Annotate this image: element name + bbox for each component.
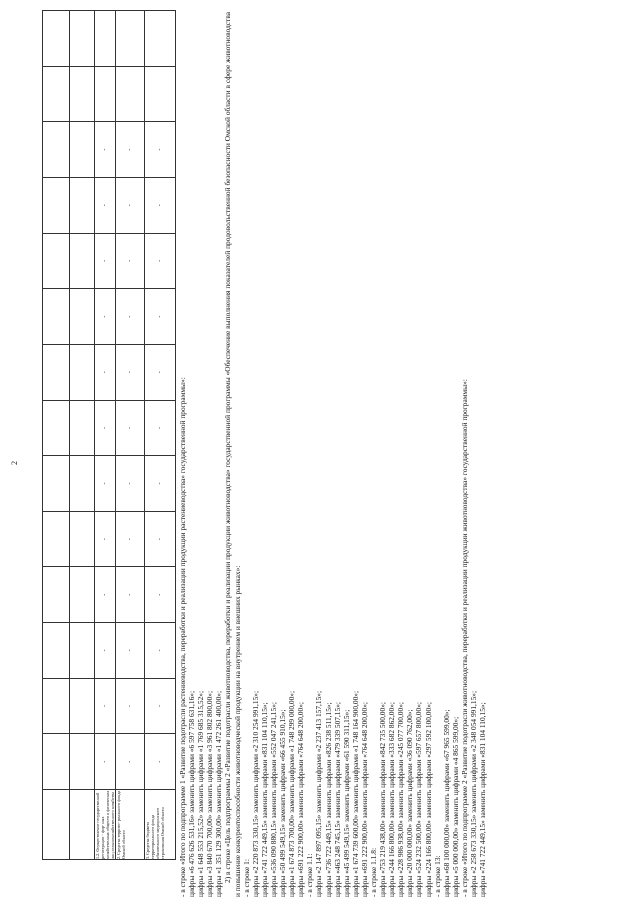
text-line: цифры «536 090 880,15» заменить цифрами «552 047 241,15»; bbox=[268, 702, 278, 897]
table-cell: - bbox=[145, 623, 176, 679]
table-cell bbox=[95, 66, 116, 122]
table-cell: - bbox=[145, 233, 176, 289]
text-line: цифры «6 476 626 531,16» заменить цифрами «6 597 758 631,16»; bbox=[187, 690, 197, 897]
table-cell: - bbox=[95, 511, 116, 567]
text-line: цифры «741 722 449,15» заменить цифрами «831 104 110,15»; bbox=[259, 702, 269, 897]
table-cell: - bbox=[95, 400, 116, 456]
table-cell: - bbox=[116, 122, 145, 178]
table-row bbox=[145, 11, 176, 860]
text-line: цифры «691 222 900,00» заменить цифрами «764 648 200,00»; bbox=[296, 702, 306, 897]
row-label: 2. Средства террито- риального фонда Омской области bbox=[116, 790, 145, 860]
table-cell: - bbox=[95, 678, 116, 734]
text-line: цифры «50 499 549,15» заменить цифрами «66 455 910,15»; bbox=[278, 709, 288, 897]
table-cell bbox=[43, 567, 70, 623]
text-line: цифры «45 499 549,15» заменить цифрами «61 590 311,15»; bbox=[341, 709, 351, 897]
table-cell: - bbox=[116, 233, 145, 289]
table-cell: - bbox=[116, 567, 145, 623]
table-cell bbox=[145, 66, 176, 122]
text-line: цифры «524 232 500,00» заменить цифрами «597 657 800,00»; bbox=[414, 702, 424, 897]
text-line: 2) в строке «Цель подпрограммы 2 «Развитие подотрасли животноводства, переработки и реализации продукции животноводства» государственной программы «Обеспечение выполнения показателей продовольственной безопасности Омской области в сфере животноводства и повышение конкурентоспособности животноводческой продукции на внутреннем и внешних рынках»: bbox=[223, 12, 242, 897]
table-cell: - bbox=[145, 177, 176, 233]
table-cell: - bbox=[116, 678, 145, 734]
table-cell bbox=[95, 11, 116, 67]
text-line: - в строке 13: bbox=[432, 855, 442, 897]
text-line: - в строке 1.1.8: bbox=[368, 847, 378, 897]
table-row bbox=[43, 11, 70, 860]
table-cell bbox=[43, 122, 70, 178]
table-cell bbox=[43, 289, 70, 345]
table-cell bbox=[70, 344, 95, 400]
table-cell bbox=[43, 344, 70, 400]
amendment-text bbox=[178, 12, 487, 897]
text-line: цифры «741 722 449,15» заменить цифрами «831 104 110,15»; bbox=[478, 702, 488, 897]
table-cell: - bbox=[145, 344, 176, 400]
table-cell bbox=[70, 177, 95, 233]
table-cell bbox=[70, 289, 95, 345]
table-cell: - bbox=[95, 344, 116, 400]
table-cell: - bbox=[95, 567, 116, 623]
text-line: цифры «244 166 800,00» заменить цифрами «333 682 862,00»; bbox=[387, 702, 397, 897]
table-cell: - bbox=[95, 233, 116, 289]
table-cell bbox=[70, 11, 95, 67]
table-cell: - bbox=[145, 511, 176, 567]
table-cell: - bbox=[95, 177, 116, 233]
row-label bbox=[43, 790, 70, 860]
table-cell: - bbox=[116, 400, 145, 456]
table-cell: - bbox=[145, 678, 176, 734]
text-line: цифры «2 147 897 095,15» заменить цифрами «2 237 413 157,15»; bbox=[314, 690, 324, 897]
text-line: цифры «1 674 739 600,00» заменить цифрами «1 748 164 900,00»; bbox=[350, 690, 360, 897]
table-cell: - bbox=[95, 456, 116, 512]
row-label bbox=[70, 790, 95, 860]
table-cell: - bbox=[95, 122, 116, 178]
table-cell: - bbox=[116, 177, 145, 233]
text-line: цифры «753 219 438,00» заменить цифрами «842 735 500,00»; bbox=[378, 702, 388, 897]
text-line: цифры «224 166 800,00» заменить цифрами «297 592 100,00»; bbox=[423, 702, 433, 897]
table-cell bbox=[145, 11, 176, 67]
table-cell: - bbox=[95, 289, 116, 345]
table-cell: - bbox=[145, 734, 176, 790]
table-cell bbox=[70, 734, 95, 790]
table-cell bbox=[70, 400, 95, 456]
text-line: цифры «691 222 900,00» заменить цифрами «764 648 200,00»; bbox=[359, 702, 369, 897]
text-line: цифры «3 840 670 700,00» заменить цифрами «3 961 802 800,00»; bbox=[205, 690, 215, 897]
table-cell: - bbox=[116, 344, 145, 400]
table-cell bbox=[70, 567, 95, 623]
text-line: цифры «736 722 449,15» заменить цифрами «826 238 511,15»; bbox=[323, 702, 333, 897]
text-line: цифры «228 986 938,00» заменить цифрами «245 077 700,00»; bbox=[396, 702, 406, 897]
table-cell: - bbox=[145, 289, 176, 345]
text-line: цифры «68 100 000,00» заменить цифрами «67 965 599,00»; bbox=[441, 709, 451, 897]
data-table bbox=[42, 10, 176, 860]
table-cell bbox=[70, 623, 95, 679]
text-line: цифры «5 000 000,00» заменить цифрами «4 865 599,00»; bbox=[450, 716, 460, 897]
table-row bbox=[95, 11, 116, 860]
table-cell bbox=[43, 511, 70, 567]
table-cell: - bbox=[95, 734, 116, 790]
text-line: - в строке «Итого по подпрограмме 1 «Развитие подотрасли растениеводства, переработки и реализации продукции растениеводства» государственной программы»: bbox=[178, 377, 187, 897]
table-cell bbox=[116, 11, 145, 67]
table-cell: - bbox=[116, 623, 145, 679]
table-cell: - bbox=[145, 400, 176, 456]
text-line: цифры «20 000 000,00» заменить цифрами «36 090 762,00»; bbox=[405, 709, 415, 897]
table-cell: - bbox=[145, 567, 176, 623]
text-line: - в строке 1.1: bbox=[305, 853, 315, 897]
table-row bbox=[70, 11, 95, 860]
table-cell bbox=[70, 511, 95, 567]
table-cell bbox=[70, 122, 95, 178]
text-line: цифры «463 248 745,15» заменить цифрами «479 339 507,15»; bbox=[332, 702, 342, 897]
table-cell bbox=[43, 11, 70, 67]
table-cell bbox=[70, 456, 95, 512]
text-line: цифры «2 220 873 330,15» заменить цифрами «2 310 254 991,15»; bbox=[250, 690, 260, 897]
table-cell bbox=[43, 400, 70, 456]
table-cell bbox=[43, 678, 70, 734]
table-cell: - bbox=[95, 623, 116, 679]
row-label: 1.2. Осуществление государственной регистрации - фир- ных хозяйственных обществ и физических лиц сельскохозяйственного хозяйства bbox=[95, 790, 115, 859]
table-cell: - bbox=[145, 456, 176, 512]
table-cell bbox=[43, 177, 70, 233]
table-cell: - bbox=[116, 289, 145, 345]
text-line: - в строке 1: bbox=[241, 859, 251, 897]
table-cell bbox=[43, 623, 70, 679]
text-line: цифры «1 674 873 700,00» заменить цифрами «1 748 299 000,00»; bbox=[287, 690, 297, 897]
table-cell: - bbox=[116, 511, 145, 567]
table-cell bbox=[70, 233, 95, 289]
text-line: цифры «2 258 673 330,15» заменить цифрами «2 348 054 991,15»; bbox=[469, 690, 478, 897]
page-number: 2 bbox=[10, 461, 19, 465]
table-cell bbox=[116, 66, 145, 122]
row-label: 3. Средства бюджета территориального фонда обязательного медицинского страхования Омской области bbox=[145, 790, 176, 860]
table-cell bbox=[70, 678, 95, 734]
table-cell bbox=[43, 456, 70, 512]
table-cell: - bbox=[116, 734, 145, 790]
table-cell: - bbox=[145, 122, 176, 178]
table-cell bbox=[43, 233, 70, 289]
table-cell bbox=[43, 734, 70, 790]
table-cell bbox=[43, 66, 70, 122]
table-cell bbox=[70, 66, 95, 122]
table-cell: - bbox=[116, 456, 145, 512]
text-line: цифры «1 351 129 300,00» заменить цифрами «1 472 261 400,00»; bbox=[214, 690, 224, 897]
table-row bbox=[116, 11, 145, 860]
text-line: цифры «1 648 553 215,52» заменить цифрами «1 769 685 315,52»; bbox=[196, 690, 206, 897]
text-line: - в строке «Итого по подпрограмме 2 «Развитие подотрасли животноводства, переработки и реализации продукции животноводства» государственной программы»: bbox=[459, 379, 469, 897]
